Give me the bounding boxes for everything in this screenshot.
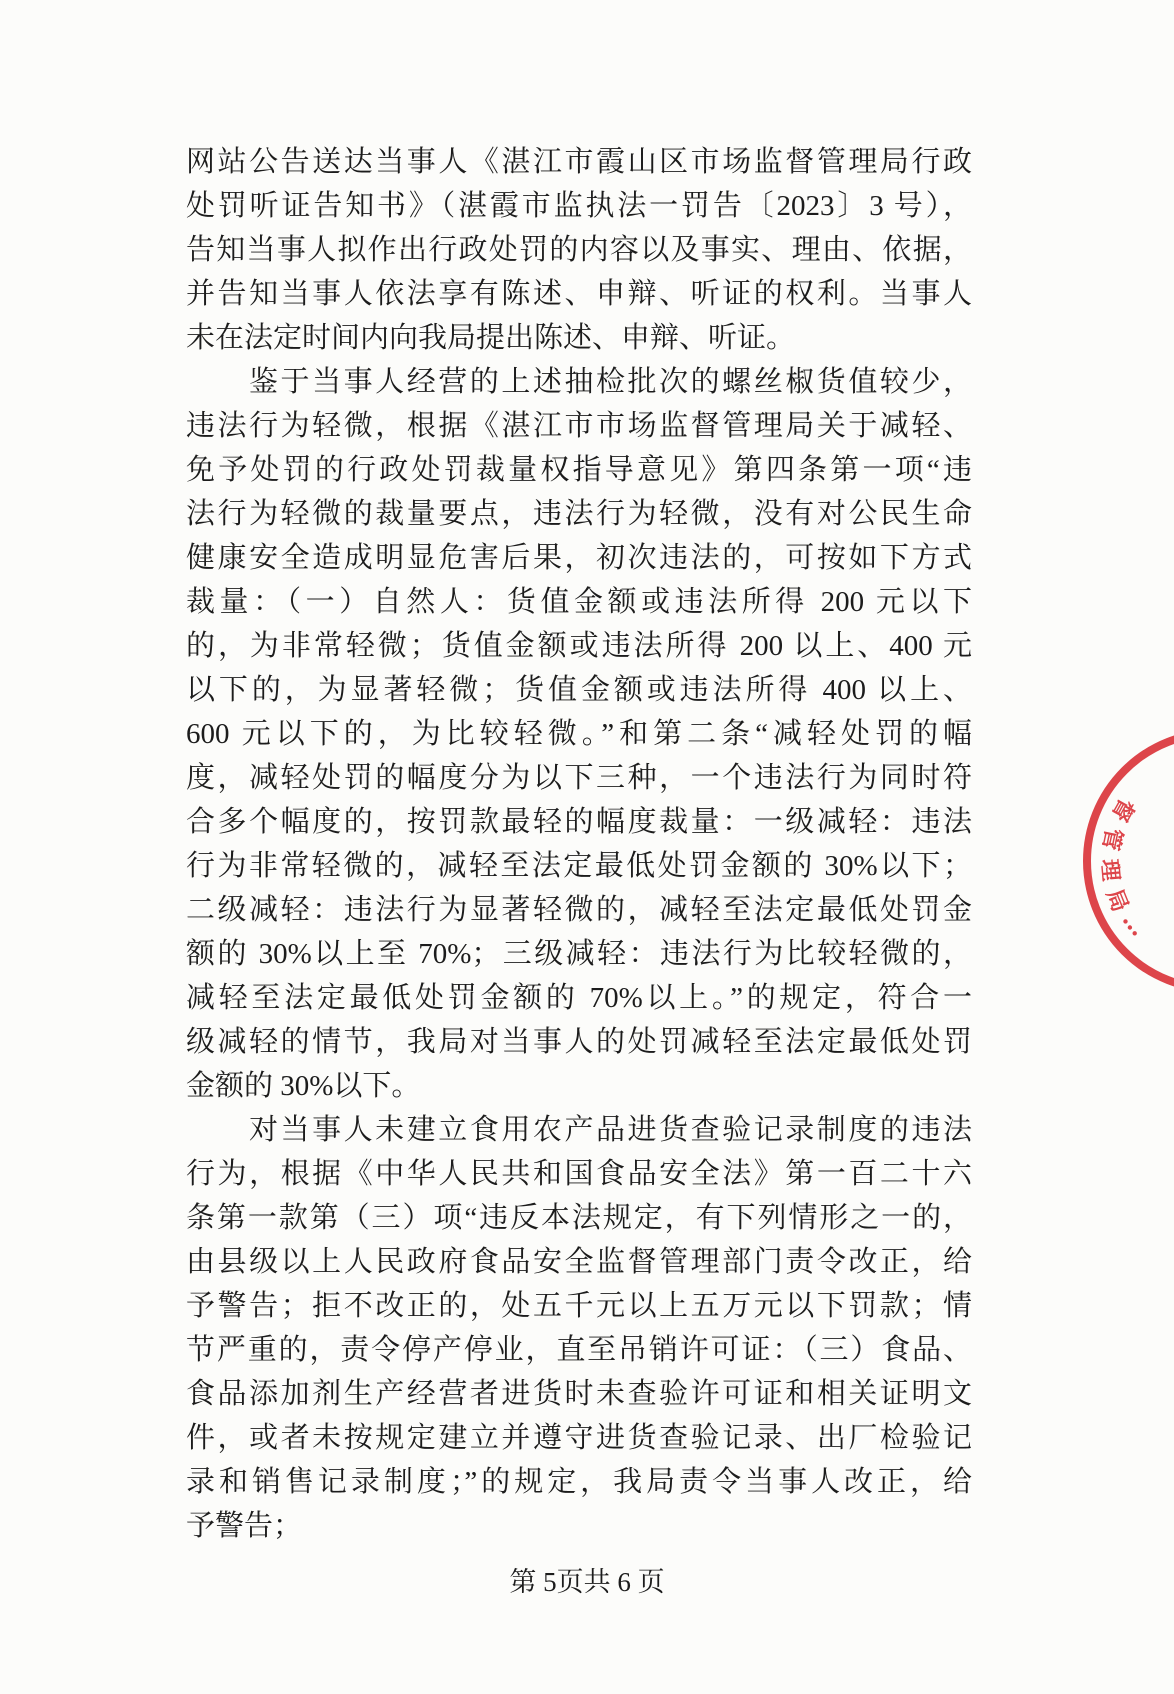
seal-character: 局 [1100, 885, 1133, 916]
text-line: 网站公告送达当事人《湛江市霞山区市场监督管理局行政 [186, 146, 972, 178]
text-line: 件，或者未按规定建立并遵守进货查验记录、出厂检验记 [186, 1422, 972, 1454]
text-line: 600 元以下的，为比较轻微。”和第二条“减轻处罚的幅 [186, 718, 972, 750]
text-line: 额的 30%以上至 70%；三级减轻：违法行为比较轻微的， [186, 938, 972, 970]
text-line: 合多个幅度的，按罚款最轻的幅度裁量：一级减轻：违法 [186, 806, 972, 838]
text-line: 行为非常轻微的，减轻至法定最低处罚金额的 30%以下； [186, 850, 972, 882]
text-line: 食品添加剂生产经营者进货时未查验许可证和相关证明文 [186, 1378, 972, 1410]
text-line: 节严重的，责令停产停业，直至吊销许可证：（三）食品、 [186, 1334, 972, 1366]
official-seal [1066, 720, 1174, 1005]
text-line: 金额的 30%以下。 [186, 1070, 421, 1102]
text-line: 裁量：（一）自然人：货值金额或违法所得 200 元以下 [186, 586, 972, 618]
text-line: 度，减轻处罚的幅度分为以下三种，一个违法行为同时符 [186, 762, 972, 794]
text-line: 对当事人未建立食用农产品进货查验记录制度的违法 [249, 1114, 972, 1146]
text-line: 条第一款第（三）项“违反本法规定，有下列情形之一的， [186, 1202, 972, 1234]
text-line: 未在法定时间内向我局提出陈述、申辩、听证。 [186, 322, 796, 354]
seal-character: 管 [1096, 825, 1126, 853]
text-line: 鉴于当事人经营的上述抽检批次的螺丝椒货值较少， [249, 366, 972, 398]
text-line: 予警告； [186, 1510, 303, 1542]
paragraph-food-safety-law [186, 1108, 972, 1548]
text-line: 录和销售记录制度；”的规定，我局责令当事人改正，给 [186, 1466, 972, 1498]
body-text [186, 140, 972, 1548]
text-line: 处罚听证告知书》（湛霞市监执法一罚告〔2023〕3 号）， [186, 190, 972, 222]
paragraph-hearing-notice [186, 140, 972, 360]
seal-dot [1123, 919, 1127, 923]
text-line: 健康安全造成明显危害后果，初次违法的，可按如下方式 [186, 542, 972, 574]
text-line: 并告知当事人依法享有陈述、申辩、听证的权利。当事人 [186, 278, 972, 310]
text-line: 予警告；拒不改正的，处五千元以上五万元以下罚款；情 [186, 1290, 972, 1322]
text-line: 级减轻的情节，我局对当事人的处罚减轻至法定最低处罚 [186, 1026, 972, 1058]
text-line: 违法行为轻微，根据《湛江市市场监督管理局关于减轻、 [186, 410, 972, 442]
text-line: 告知当事人拟作出行政处罚的内容以及事实、理由、依据， [186, 234, 972, 266]
text-line: 二级减轻：违法行为显著轻微的，减轻至法定最低处罚金 [186, 894, 972, 926]
paragraph-penalty-reduction [186, 360, 972, 1108]
text-line: 免予处罚的行政处罚裁量权指导意见》第四条第一项“违 [186, 454, 972, 486]
text-line: 行为，根据《中华人民共和国食品安全法》第一百二十六 [186, 1158, 972, 1190]
text-line: 减轻至法定最低处罚金额的 70%以上。”的规定，符合一 [186, 982, 972, 1014]
seal-character: 理 [1095, 858, 1123, 883]
text-line: 法行为轻微的裁量要点，违法行为轻微，没有对公民生命 [186, 498, 972, 530]
text-line: 由县级以上人民政府食品安全监督管理部门责令改正，给 [186, 1246, 972, 1278]
seal-dot [1133, 931, 1137, 935]
text-line: 的，为非常轻微；货值金额或违法所得 200 以上、400 元 [186, 630, 972, 662]
page-number: 第 5页共 6 页 [509, 1567, 665, 1597]
text-line: 以下的，为显著轻微；货值金额或违法所得 400 以上、 [186, 674, 972, 706]
seal-character: 督 [1106, 793, 1139, 826]
seal-dot [1128, 925, 1132, 929]
